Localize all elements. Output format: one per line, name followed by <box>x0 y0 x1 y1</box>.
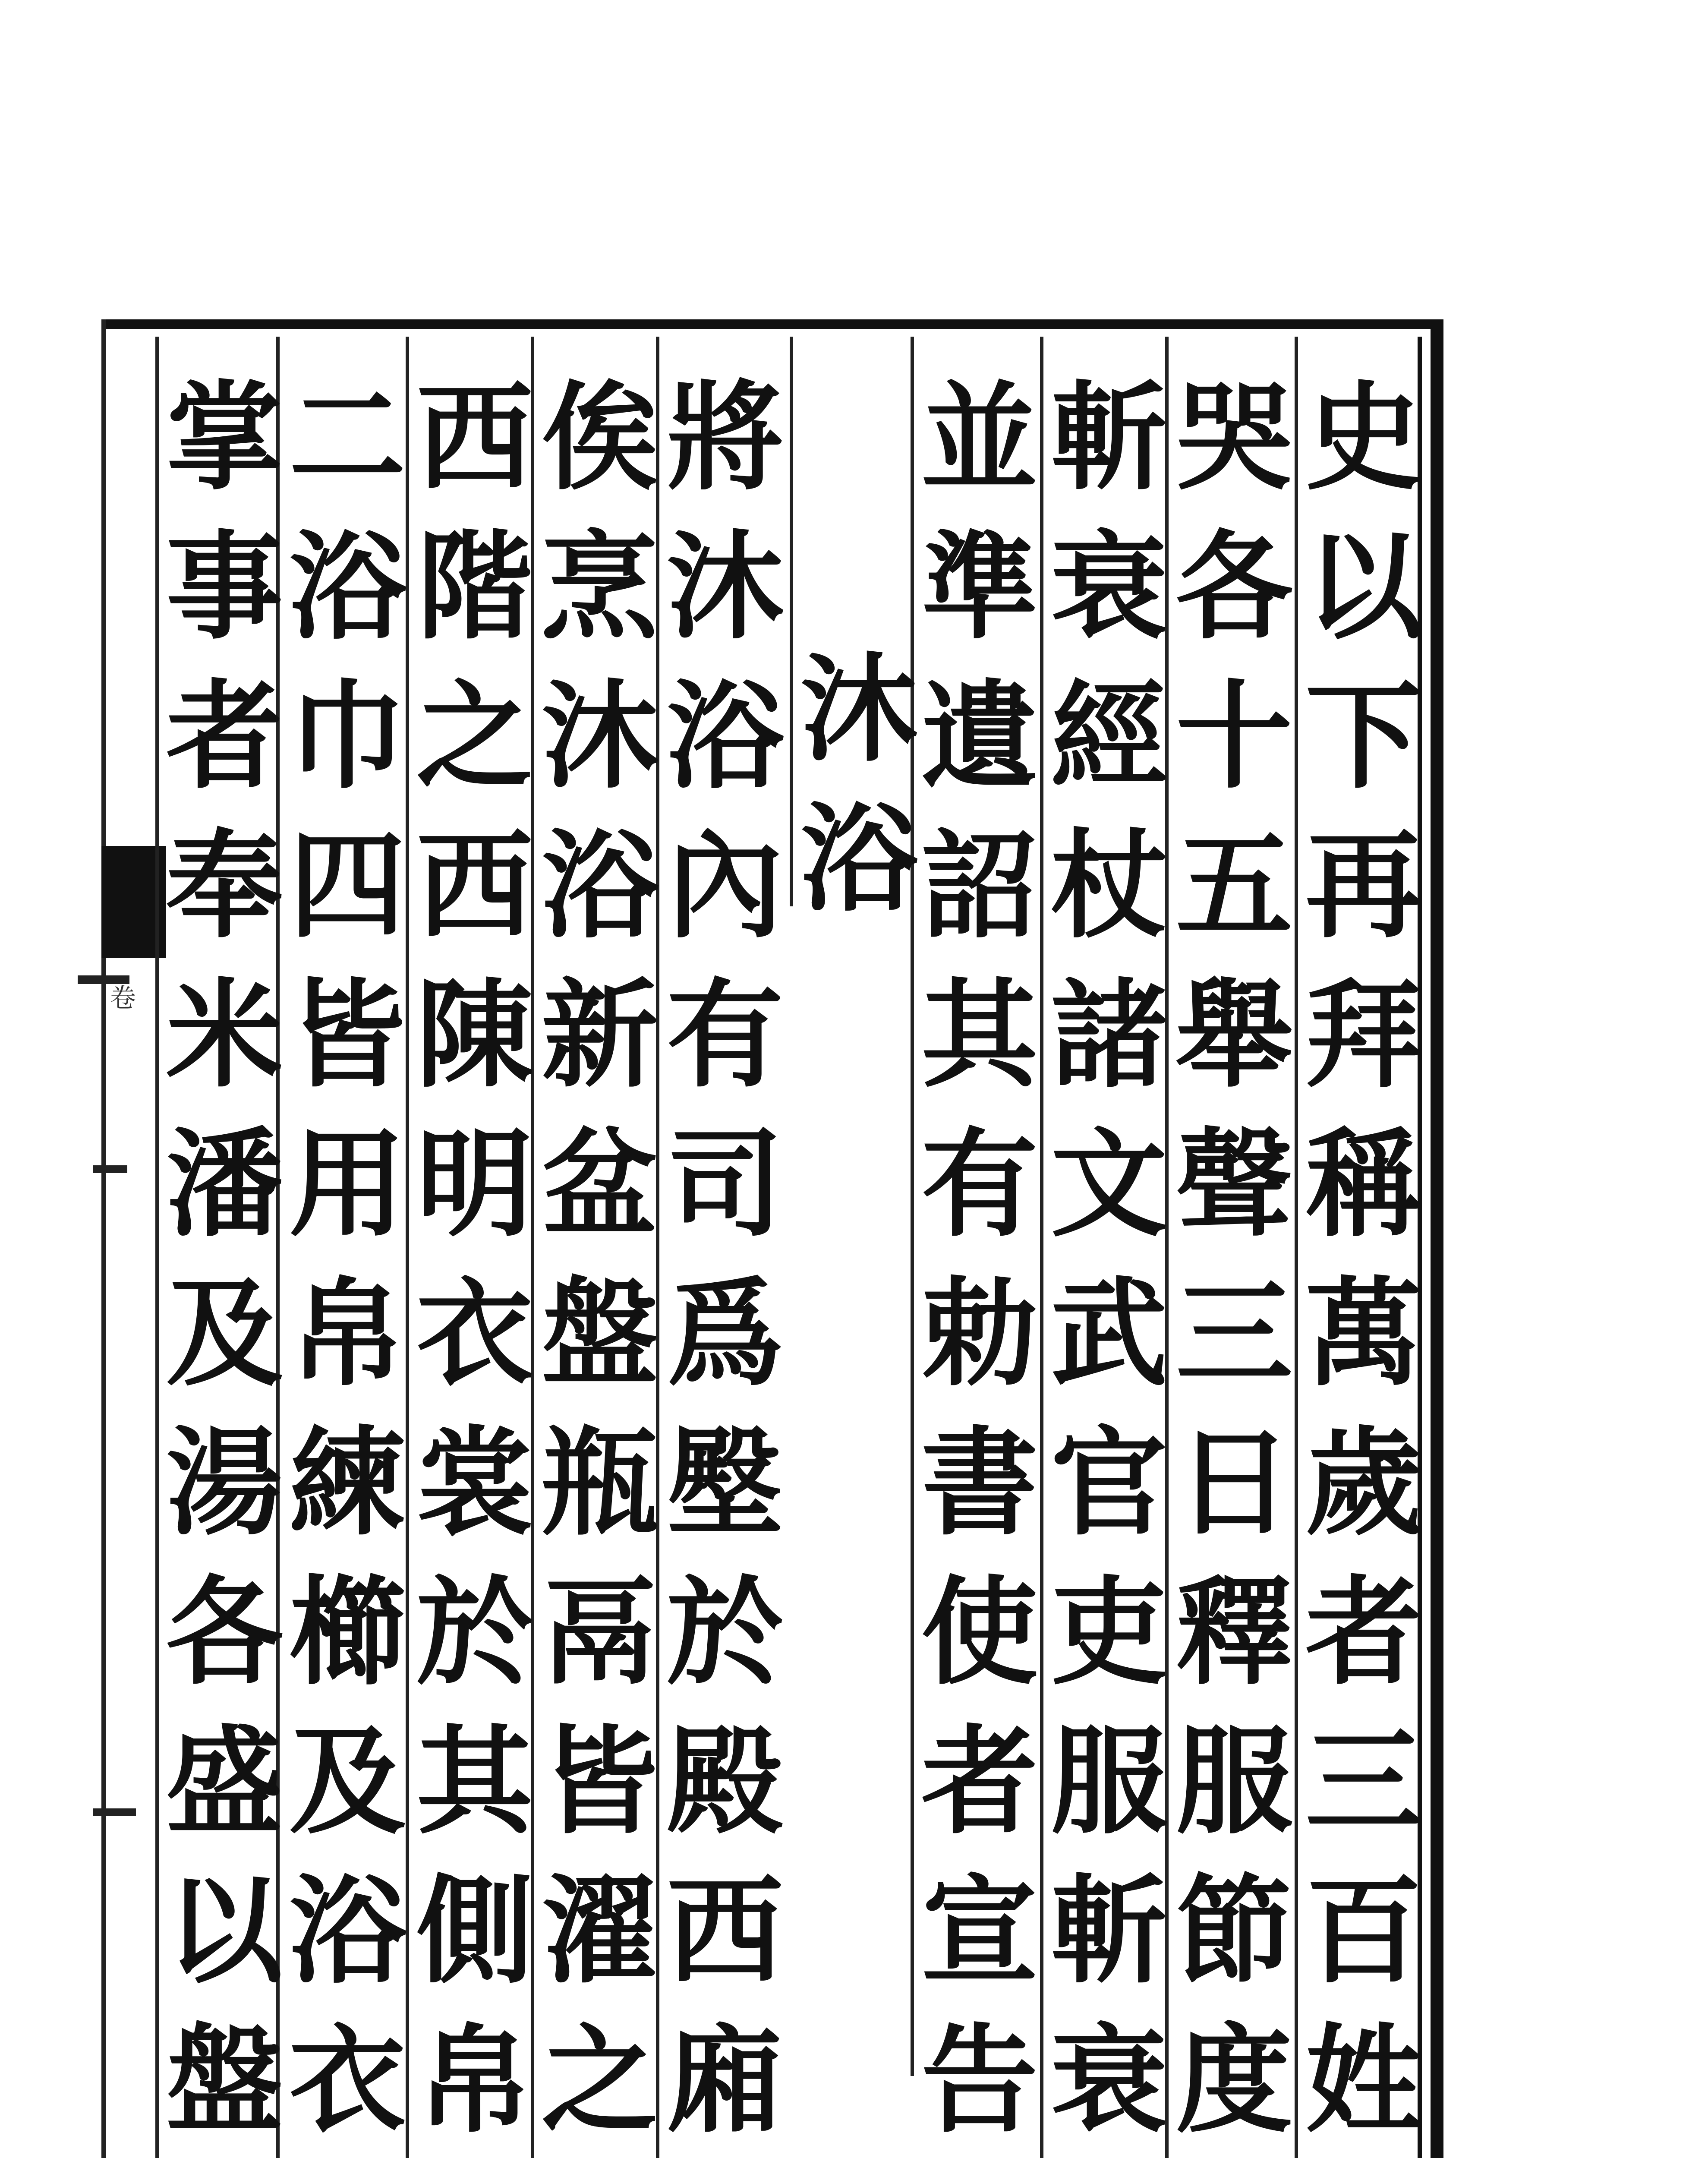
character-glyph: 十 <box>1176 667 1292 805</box>
character-glyph: 以 <box>1305 518 1422 655</box>
frame-left-border <box>101 319 106 2158</box>
character-glyph: 各 <box>1176 518 1292 655</box>
character-glyph: 西 <box>667 1862 783 1999</box>
character-glyph: 武 <box>1051 1265 1167 1402</box>
character-glyph: 節 <box>1176 1862 1292 1999</box>
character-glyph: 帛 <box>289 1265 406 1402</box>
character-glyph: 衣 <box>289 2011 406 2149</box>
character-glyph: 衣 <box>416 1265 533 1402</box>
character-glyph: 聲 <box>1176 1115 1292 1253</box>
character-glyph: 盤 <box>166 2011 283 2149</box>
character-glyph: 之 <box>416 667 533 805</box>
text-column <box>1169 363 1299 2158</box>
character-glyph: 以 <box>166 1862 283 1999</box>
text-column <box>1299 363 1428 2158</box>
character-glyph: 舉 <box>1176 966 1292 1103</box>
character-glyph: 哭 <box>1176 369 1292 506</box>
character-glyph: 奉 <box>166 817 283 954</box>
character-glyph: 有 <box>667 966 783 1103</box>
character-glyph: 於 <box>416 1563 533 1701</box>
character-glyph <box>410 2155 539 2158</box>
character-glyph: 諸 <box>1051 966 1167 1103</box>
character-glyph: 者 <box>166 667 283 805</box>
character-glyph: 杖 <box>1051 817 1167 954</box>
character-glyph: 衰 <box>1051 2011 1167 2149</box>
character-glyph: 西 <box>416 817 533 954</box>
character-glyph <box>1169 2155 1299 2158</box>
character-glyph: 用 <box>289 1115 406 1253</box>
character-glyph: 烹 <box>542 518 658 655</box>
character-glyph: 盆 <box>542 1115 658 1253</box>
section-heading <box>794 634 923 933</box>
character-glyph: 新 <box>542 966 658 1103</box>
character-glyph: 於 <box>667 1563 783 1701</box>
character-glyph: 下 <box>1305 667 1422 805</box>
character-glyph: 裳 <box>416 1414 533 1551</box>
character-glyph: 有 <box>921 1115 1038 1253</box>
margin-mark <box>93 1808 136 1816</box>
character-glyph <box>535 2155 665 2158</box>
character-glyph: 浴 <box>289 1862 406 1999</box>
character-glyph: 文 <box>1051 1115 1167 1253</box>
character-glyph: 將 <box>667 369 783 506</box>
character-glyph: 陳 <box>416 966 533 1103</box>
text-column <box>535 363 665 2158</box>
character-glyph: 浴 <box>289 518 406 655</box>
column-divider <box>155 337 159 2158</box>
character-glyph: 斬 <box>1051 369 1167 506</box>
character-glyph <box>1044 2155 1174 2158</box>
character-glyph: 湯 <box>166 1414 283 1551</box>
character-glyph: 掌 <box>166 369 283 506</box>
character-glyph: 廂 <box>667 2011 783 2149</box>
character-glyph: 萬 <box>1305 1265 1422 1402</box>
character-glyph: 準 <box>921 518 1038 655</box>
character-glyph: 及 <box>289 1713 406 1850</box>
character-glyph: 及 <box>166 1265 283 1402</box>
character-glyph: 二 <box>289 369 406 506</box>
character-glyph: 之 <box>542 2011 658 2149</box>
text-column <box>915 363 1044 2158</box>
character-glyph: 勅 <box>921 1265 1038 1402</box>
character-glyph: 沐 <box>800 640 917 778</box>
character-glyph: 服 <box>1176 1713 1292 1850</box>
character-glyph <box>915 2155 1044 2158</box>
character-glyph: 司 <box>667 1115 783 1253</box>
character-glyph: 盛 <box>166 1713 283 1850</box>
character-glyph: 浴 <box>542 817 658 954</box>
character-glyph: 西 <box>416 369 533 506</box>
character-glyph: 姓 <box>1305 2011 1422 2149</box>
text-column <box>410 363 539 2158</box>
character-glyph: 事 <box>166 518 283 655</box>
character-glyph: 盤 <box>542 1265 658 1402</box>
character-glyph: 明 <box>416 1115 533 1253</box>
character-glyph: 壂 <box>667 1414 783 1551</box>
character-glyph: 衰 <box>1051 518 1167 655</box>
character-glyph: 書 <box>921 1414 1038 1551</box>
character-glyph: 度 <box>1176 2011 1292 2149</box>
character-glyph: 百 <box>1305 1862 1422 1999</box>
character-glyph <box>660 2155 790 2158</box>
character-glyph: 宣 <box>921 1862 1038 1999</box>
character-glyph: 俟 <box>542 369 658 506</box>
character-glyph: 稱 <box>1305 1115 1422 1253</box>
column-divider <box>911 337 914 2076</box>
character-glyph: 再 <box>1305 817 1422 954</box>
character-glyph: 各 <box>166 1563 283 1701</box>
character-glyph: 史 <box>1305 369 1422 506</box>
character-glyph: 內 <box>667 817 783 954</box>
character-glyph: 者 <box>921 1713 1038 1850</box>
character-glyph: 三 <box>1176 1265 1292 1402</box>
character-glyph: 浴 <box>800 790 917 927</box>
character-glyph: 沐 <box>667 518 783 655</box>
text-column <box>283 363 412 2158</box>
margin-label: 卷 <box>106 984 136 1010</box>
text-column <box>160 363 289 2158</box>
character-glyph: 其 <box>921 966 1038 1103</box>
character-glyph: 帛 <box>416 2011 533 2149</box>
text-column <box>1044 363 1174 2158</box>
character-glyph: 皆 <box>289 966 406 1103</box>
character-glyph: 其 <box>416 1713 533 1850</box>
character-glyph: 濯 <box>542 1862 658 1999</box>
character-glyph: 米 <box>166 966 283 1103</box>
character-glyph: 皆 <box>542 1713 658 1850</box>
character-glyph: 官 <box>1051 1414 1167 1551</box>
character-glyph: 三 <box>1305 1713 1422 1850</box>
character-glyph: 櫛 <box>289 1563 406 1701</box>
character-glyph: 拜 <box>1305 966 1422 1103</box>
margin-mark <box>78 975 129 984</box>
character-glyph: 歲 <box>1305 1414 1422 1551</box>
text-column <box>660 363 790 2158</box>
character-glyph: 使 <box>921 1563 1038 1701</box>
character-glyph: 告 <box>921 2011 1038 2149</box>
character-glyph: 潘 <box>166 1115 283 1253</box>
character-glyph: 並 <box>921 369 1038 506</box>
character-glyph: 沐 <box>542 667 658 805</box>
character-glyph: 練 <box>289 1414 406 1551</box>
character-glyph: 釋 <box>1176 1563 1292 1701</box>
character-glyph: 斬 <box>1051 1862 1167 1999</box>
character-glyph: 五 <box>1176 817 1292 954</box>
character-glyph <box>1299 2155 1428 2158</box>
character-glyph: 階 <box>416 518 533 655</box>
character-glyph: 殿 <box>667 1713 783 1850</box>
character-glyph: 服 <box>1051 1713 1167 1850</box>
margin-mark <box>93 1165 127 1173</box>
character-glyph: 者 <box>1305 1563 1422 1701</box>
character-glyph: 瓶 <box>542 1414 658 1551</box>
character-glyph: 爲 <box>667 1265 783 1402</box>
character-glyph: 吏 <box>1051 1563 1167 1701</box>
column-divider <box>790 337 793 906</box>
character-glyph <box>160 2155 289 2158</box>
character-glyph: 浴 <box>667 667 783 805</box>
character-glyph: 鬲 <box>542 1563 658 1701</box>
character-glyph: 經 <box>1051 667 1167 805</box>
character-glyph: 日 <box>1176 1414 1292 1551</box>
character-glyph: 四 <box>289 817 406 954</box>
character-glyph: 遺 <box>921 667 1038 805</box>
character-glyph: 詔 <box>921 817 1038 954</box>
character-glyph: 側 <box>416 1862 533 1999</box>
character-glyph <box>283 2155 412 2158</box>
character-glyph: 巾 <box>289 667 406 805</box>
